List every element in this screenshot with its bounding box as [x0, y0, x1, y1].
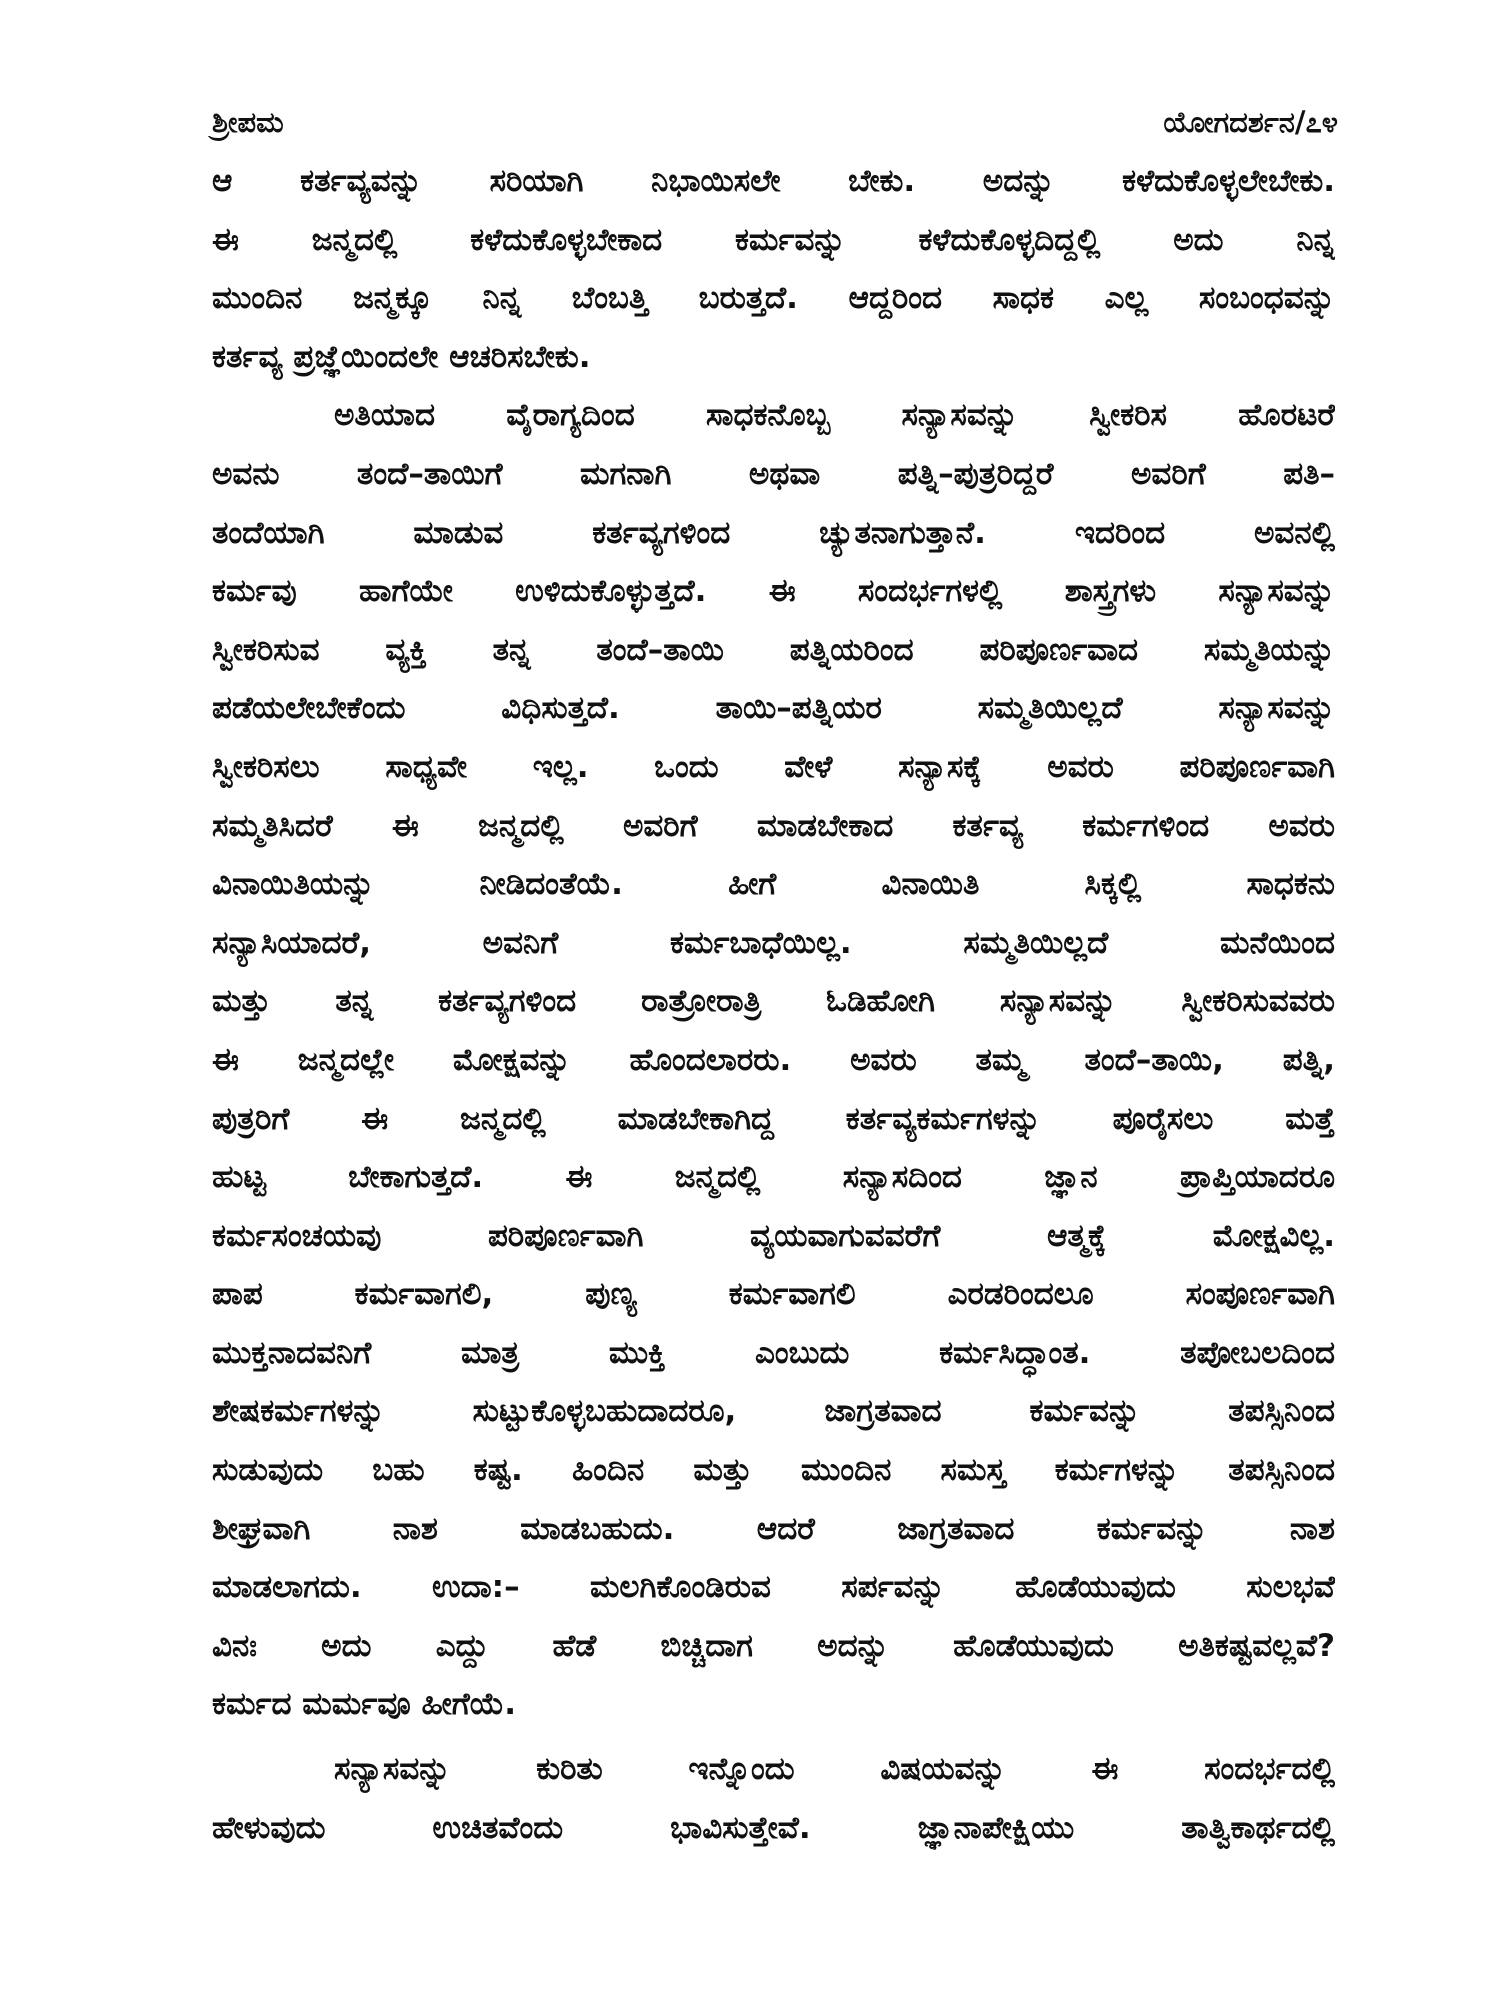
text-line: ಕರ್ಮವು ಹಾಗೆಯೇ ಉಳಿದುಕೊಳ್ಳುತ್ತದೆ. ಈ ಸಂದರ್ಭಗಳಲ್ಲಿ ಶಾಸ್ತ್ರಗಳು ಸನ್ಯಾಸವನ್ನು: [212, 573, 1335, 610]
header-left-title: ಶ್ರೀಪಮ: [212, 104, 284, 139]
text-line: ಅವನು ತಂದೆ–ತಾಯಿಗೆ ಮಗನಾಗಿ ಅಥವಾ ಪತ್ನಿ–ಪುತ್ರರಿದ್ದರೆ ಅವರಿಗೆ ಪತಿ–: [212, 455, 1335, 492]
text-line: ಕರ್ತವ್ಯ ಪ್ರಜ್ಞೆಯಿಂದಲೇ ಆಚರಿಸಬೇಕು.: [212, 338, 591, 375]
text-line: ಹುಟ್ಟ ಬೇಕಾಗುತ್ತದೆ. ಈ ಜನ್ಮದಲ್ಲಿ ಸನ್ಯಾಸದಿಂದ ಜ್ಞಾನ ಪ್ರಾಪ್ತಿಯಾದರೂ: [212, 1159, 1335, 1196]
page-header: [212, 98, 1338, 146]
text-line: ಹೇಳುವುದು ಉಚಿತವೆಂದು ಭಾವಿಸುತ್ತೇವೆ. ಜ್ಞಾನಾಪೇಕ್ಷಿಯು ತಾತ್ವಿಕಾರ್ಥದಲ್ಲಿ: [212, 1809, 1335, 1846]
text-line: ಕರ್ಮದ ಮರ್ಮವೂ ಹೀಗೆಯೆ.: [212, 1686, 516, 1723]
text-line: ಈ ಜನ್ಮದಲ್ಲೇ ಮೋಕ್ಷವನ್ನು ಹೊಂದಲಾರರು. ಅವರು ತಮ್ಮ ತಂದೆ–ತಾಯಿ, ಪತ್ನಿ,: [212, 1041, 1335, 1078]
text-line: ಮುಂದಿನ ಜನ್ಮಕ್ಕೂ ನಿನ್ನ ಬೆಂಬತ್ತಿ ಬರುತ್ತದೆ. ಆದ್ದರಿಂದ ಸಾಧಕ ಎಲ್ಲ ಸಂಬಂಧವನ್ನು: [212, 280, 1335, 317]
text-line: ಮಾಡಲಾಗದು. ಉದಾ:– ಮಲಗಿಕೊಂಡಿರುವ ಸರ್ಪವನ್ನು ಹೊಡೆಯುವುದು ಸುಲಭವೆ: [212, 1569, 1335, 1606]
text-line: ಶೇಷಕರ್ಮಗಳನ್ನು ಸುಟ್ಟುಕೊಳ್ಳಬಹುದಾದರೂ, ಜಾಗ್ರತವಾದ ಕರ್ಮವನ್ನು ತಪಸ್ಸಿನಿಂದ: [212, 1393, 1335, 1430]
text-line: ಮತ್ತು ತನ್ನ ಕರ್ತವ್ಯಗಳಿಂದ ರಾತ್ರೋರಾತ್ರಿ ಓಡಿಹೋಗಿ ಸನ್ಯಾಸವನ್ನು ಸ್ವೀಕರಿಸುವವರು: [212, 983, 1335, 1020]
text-line: ಅತಿಯಾದ ವೈರಾಗ್ಯದಿಂದ ಸಾಧಕನೊಬ್ಬ ಸನ್ಯಾಸವನ್ನು ಸ್ವೀಕರಿಸ ಹೊರಟರೆ: [334, 397, 1335, 434]
text-line: ವಿನಾಯಿತಿಯನ್ನು ನೀಡಿದಂತೆಯೆ. ಹೀಗೆ ವಿನಾಯಿತಿ ಸಿಕ್ಕಲ್ಲಿ ಸಾಧಕನು: [212, 866, 1335, 903]
text-line: ಮುಕ್ತನಾದವನಿಗೆ ಮಾತ್ರ ಮುಕ್ತಿ ಎಂಬುದು ಕರ್ಮಸಿದ್ಧಾಂತ. ತಪೋಬಲದಿಂದ: [212, 1334, 1335, 1371]
text-line: ಪುತ್ರರಿಗೆ ಈ ಜನ್ಮದಲ್ಲಿ ಮಾಡಬೇಕಾಗಿದ್ದ ಕರ್ತವ್ಯಕರ್ಮಗಳನ್ನು ಪೂರೈಸಲು ಮತ್ತೆ: [212, 1100, 1335, 1137]
text-line: ಸಮ್ಮತಿಸಿದರೆ ಈ ಜನ್ಮದಲ್ಲಿ ಅವರಿಗೆ ಮಾಡಬೇಕಾದ ಕರ್ತವ್ಯ ಕರ್ಮಗಳಿಂದ ಅವರು: [212, 807, 1335, 844]
text-line: ಕರ್ಮಸಂಚಯವು ಪರಿಪೂರ್ಣವಾಗಿ ವ್ಯಯವಾಗುವವರೆಗೆ ಆತ್ಮಕ್ಕೆ ಮೋಕ್ಷವಿಲ್ಲ.: [212, 1217, 1335, 1254]
text-line: ಆ ಕರ್ತವ್ಯವನ್ನು ಸರಿಯಾಗಿ ನಿಭಾಯಿಸಲೇ ಬೇಕು. ಅದನ್ನು ಕಳೆದುಕೊಳ್ಳಲೇಬೇಕು.: [212, 163, 1335, 199]
body-text: [212, 152, 1335, 1857]
text-line: ಸ್ವೀಕರಿಸುವ ವ್ಯಕ್ತಿ ತನ್ನ ತಂದೆ–ತಾಯಿ ಪತ್ನಿಯರಿಂದ ಪರಿಪೂರ್ಣವಾದ ಸಮ್ಮತಿಯನ್ನು: [212, 631, 1335, 668]
text-line: ಸನ್ಯಾಸಿಯಾದರೆ, ಅವನಿಗೆ ಕರ್ಮಬಾಧೆಯಿಲ್ಲ. ಸಮ್ಮತಿಯಿಲ್ಲದೆ ಮನೆಯಿಂದ: [212, 924, 1335, 961]
text-line: ಈ ಜನ್ಮದಲ್ಲಿ ಕಳೆದುಕೊಳ್ಳಬೇಕಾದ ಕರ್ಮವನ್ನು ಕಳೆದುಕೊಳ್ಳದಿದ್ದಲ್ಲಿ ಅದು ನಿನ್ನ: [212, 221, 1335, 258]
text-line: ಪಾಪ ಕರ್ಮವಾಗಲಿ, ಪುಣ್ಯ ಕರ್ಮವಾಗಲಿ ಎರಡರಿಂದಲೂ ಸಂಪೂರ್ಣವಾಗಿ: [212, 1276, 1335, 1313]
text-line: ಸ್ವೀಕರಿಸಲು ಸಾಧ್ಯವೇ ಇಲ್ಲ. ಒಂದು ವೇಳೆ ಸನ್ಯಾಸಕ್ಕೆ ಅವರು ಪರಿಪೂರ್ಣವಾಗಿ: [212, 748, 1335, 785]
text-line: ಶೀಘ್ರವಾಗಿ ನಾಶ ಮಾಡಬಹುದು. ಆದರೆ ಜಾಗ್ರತವಾದ ಕರ್ಮವನ್ನು ನಾಶ: [212, 1510, 1335, 1547]
text-line: ವಿನಃ ಅದು ಎದ್ದು ಹೆಡೆ ಬಿಚ್ಚಿದಾಗ ಅದನ್ನು ಹೊಡೆಯುವುದು ಅತಿಕಷ್ಟವಲ್ಲವೆ?: [212, 1627, 1335, 1664]
text-line: ಪಡೆಯಲೇಬೇಕೆಂದು ವಿಧಿಸುತ್ತದೆ. ತಾಯಿ–ಪತ್ನಿಯರ ಸಮ್ಮತಿಯಿಲ್ಲದೆ ಸನ್ಯಾಸವನ್ನು: [212, 690, 1335, 727]
text-line: ಸುಡುವುದು ಬಹು ಕಷ್ಟ. ಹಿಂದಿನ ಮತ್ತು ಮುಂದಿನ ಸಮಸ್ತ ಕರ್ಮಗಳನ್ನು ತಪಸ್ಸಿನಿಂದ: [212, 1452, 1335, 1489]
text-line: ಸನ್ಯಾಸವನ್ನು ಕುರಿತು ಇನ್ನೊಂದು ವಿಷಯವನ್ನು ಈ ಸಂದರ್ಭದಲ್ಲಿ: [334, 1751, 1335, 1788]
header-right-title: ಯೋಗದರ್ಶನ/೭೪: [1163, 104, 1338, 139]
text-line: ತಂದೆಯಾಗಿ ಮಾಡುವ ಕರ್ತವ್ಯಗಳಿಂದ ಚ್ಯುತನಾಗುತ್ತಾನೆ. ಇದರಿಂದ ಅವನಲ್ಲಿ: [212, 514, 1335, 551]
